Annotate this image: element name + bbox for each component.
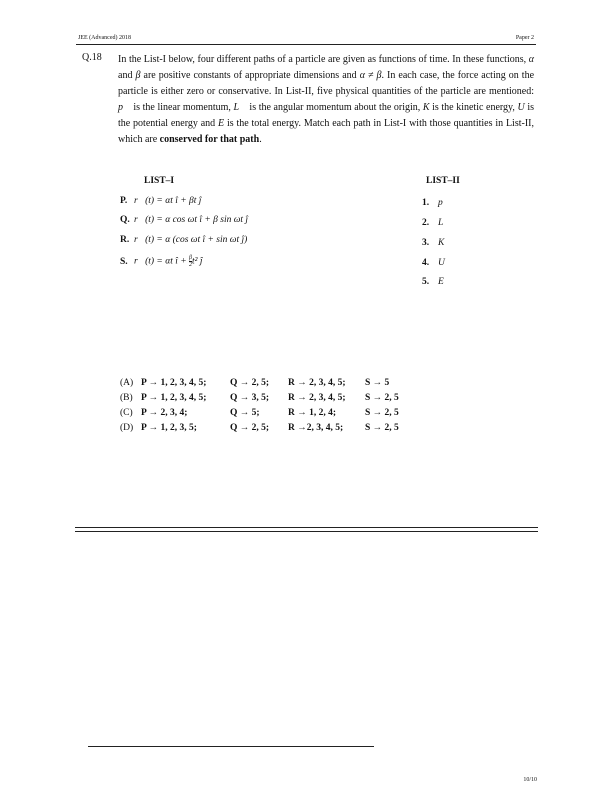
fraction-beta-over-2: $\frac{\beta}{2}$ xyxy=(189,255,193,268)
header-exam-title: JEE (Advanced) 2018 xyxy=(78,35,131,41)
list-2-item-5: 5. E xyxy=(422,277,444,287)
list-1-item-r: R. r⃗(t) = α (cos ωt î + sin ωt ĵ) xyxy=(120,235,248,245)
list-2-item-4: 4. U xyxy=(422,258,445,268)
list-2-item-1: 1. p⃗ xyxy=(422,198,451,208)
list-1-item-p: P. r⃗(t) = αt î + βt ĵ xyxy=(120,196,202,206)
list-1-item-q: Q. r⃗(t) = α cos ωt î + β sin ωt ĵ xyxy=(120,215,249,225)
page-number: 10/10 xyxy=(523,777,537,783)
list-2-item-2: 2. L⃗ xyxy=(422,218,451,228)
section-divider-bottom xyxy=(75,531,538,532)
list-1-title: LIST–I xyxy=(144,176,175,186)
list-2-title: LIST–II xyxy=(426,176,460,186)
header-divider xyxy=(76,44,536,45)
question-text: In the List-I below, four different paths of a particle are given as functions of time. In these functions, α and β are positive constants of appropriate dimensions and α ≠ β. In each case, the force acting on the particle is either zero or conservative. In List-II, five physical quantities of the particle are mentioned: p⃗ is the linear momentum, L⃗ is the angular momentum about the origin, K is the kinetic energy, U is the potential energy and E is the total energy. Match each path in List-I with those quantities in List-II, which are conserved for that path. xyxy=(118,54,535,145)
list-2-item-3: 3. K xyxy=(422,238,445,248)
question-number: Q.18 xyxy=(82,52,102,63)
section-divider-top xyxy=(75,527,538,528)
footer-rule xyxy=(88,746,374,747)
header-paper-label: Paper 2 xyxy=(515,35,534,41)
list-1-item-s: S. r⃗(t) = αt î + $\frac{\beta}{2}$ t² ĵ xyxy=(120,255,203,268)
